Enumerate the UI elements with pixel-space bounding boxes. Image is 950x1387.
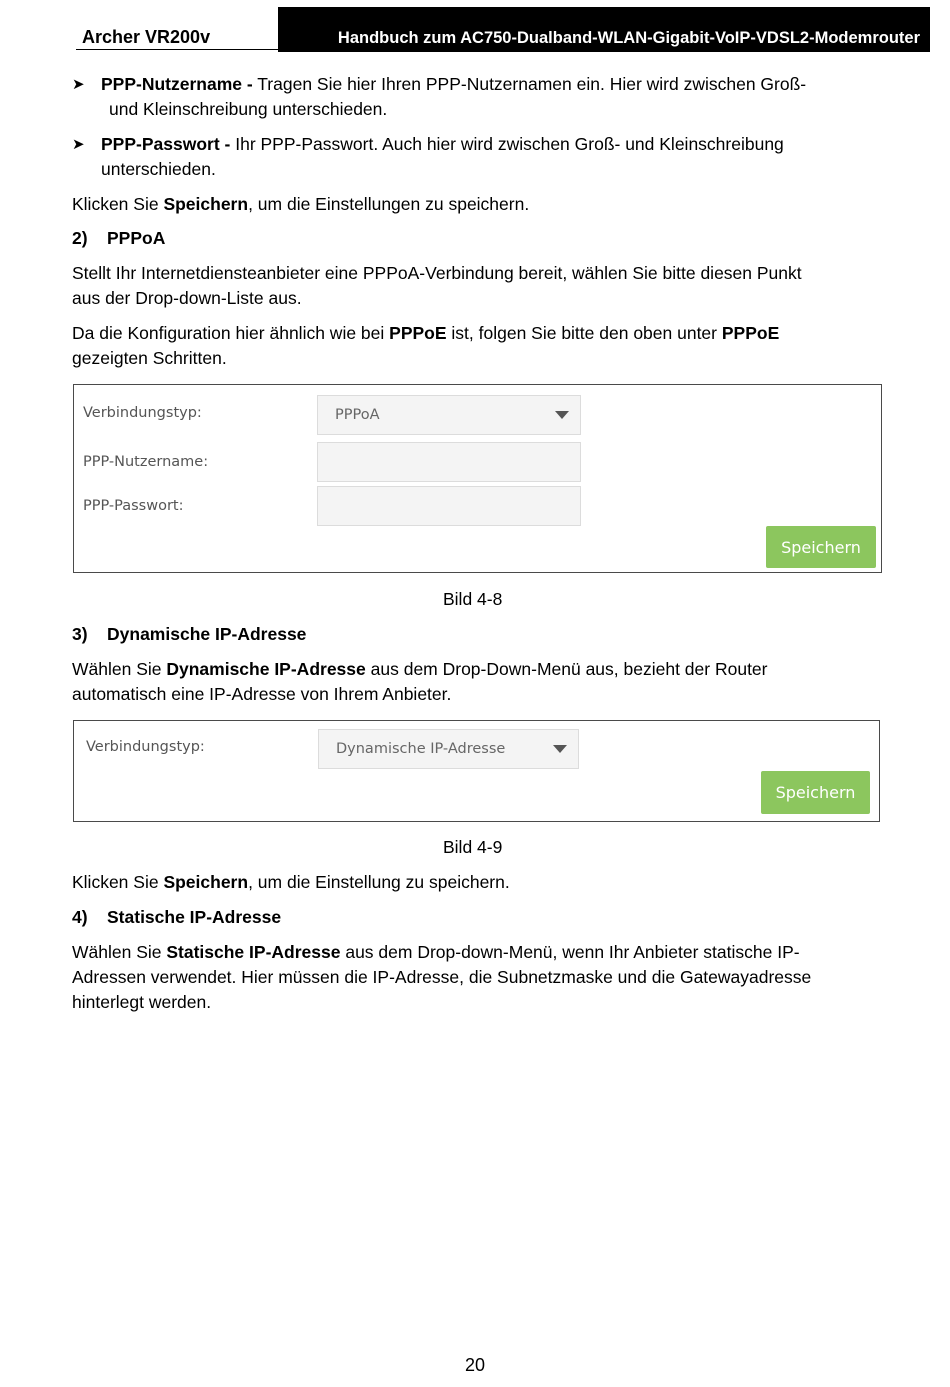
paragraph: Adressen verwendet. Hier müssen die IP-Adresse, die Subnetzmaske und die Gatewayadresse (72, 967, 812, 987)
bullet-text-continued: unterschieden. (101, 159, 216, 179)
text-bold: Statische IP-Adresse (166, 942, 341, 962)
text-bold: Speichern (163, 194, 249, 214)
section-heading-static-ip: 4) Statische IP-Adresse (72, 907, 282, 927)
label-connection-type: Verbindungstyp: (86, 739, 205, 755)
connection-type-select[interactable] (318, 729, 579, 769)
ppp-password-input[interactable] (317, 486, 581, 526)
paragraph: hinterlegt werden. (72, 992, 212, 1012)
text-bold: Speichern (163, 872, 249, 892)
figure-caption: Bild 4-9 (443, 837, 503, 857)
figure-caption: Bild 4-8 (443, 589, 503, 609)
ppp-username-input[interactable] (317, 442, 581, 482)
bullet-term: PPP-Nutzername - (101, 74, 253, 94)
paragraph: automatisch eine IP-Adresse von Ihrem Anbieter. (72, 684, 452, 704)
text-bold: Dynamische IP-Adresse (166, 659, 366, 679)
select-value: Dynamische IP-Adresse (336, 741, 506, 757)
paragraph (72, 940, 800, 965)
bullet-ppp-password (101, 132, 784, 157)
instruction-save-2 (72, 870, 510, 895)
bullet-arrow-icon: ➤ (72, 76, 85, 93)
pppoa-settings-panel (73, 384, 882, 573)
dynamic-ip-settings-panel (73, 720, 880, 822)
text-bold: PPPoE (721, 323, 780, 343)
save-button[interactable]: Speichern (766, 526, 876, 568)
select-value: PPPoA (335, 407, 380, 423)
label-connection-type: Verbindungstyp: (83, 405, 202, 421)
bullet-term: PPP-Passwort - (101, 134, 231, 154)
connection-type-select[interactable] (317, 395, 581, 435)
text: Da die Konfiguration hier ähnlich wie bei (72, 323, 390, 343)
bullet-text: Ihr PPP-Passwort. Auch hier wird zwischen Groß- und Kleinschreibung (230, 134, 784, 154)
text-bold: PPPoE (389, 323, 447, 343)
dropdown-caret-icon (553, 745, 567, 753)
text: , um die Einstellung zu speichern. (248, 872, 510, 892)
paragraph: Stellt Ihr Internetdiensteanbieter eine PPPoA-Verbindung bereit, wählen Sie bitte diesen Punkt (72, 263, 802, 283)
section-heading-dynamic-ip: 3) Dynamische IP-Adresse (72, 624, 307, 644)
section-heading-pppoa: 2) PPPoA (72, 228, 166, 248)
bullet-text-continued: und Kleinschreibung unterschieden. (109, 99, 388, 119)
label-ppp-username: PPP-Nutzername: (83, 454, 209, 470)
bullet-arrow-icon: ➤ (72, 136, 85, 153)
text: aus dem Drop-Down-Menü aus, bezieht der Router (365, 659, 768, 679)
header-divider (76, 49, 278, 50)
label-ppp-password: PPP-Passwort: (83, 498, 184, 514)
text: aus dem Drop-down-Menü, wenn Ihr Anbieter statische IP- (340, 942, 800, 962)
paragraph (72, 657, 768, 682)
text: Wählen Sie (72, 659, 167, 679)
paragraph: aus der Drop-down-Liste aus. (72, 288, 302, 308)
page-number: 20 (464, 1355, 486, 1375)
bullet-ppp-username (101, 72, 806, 97)
text: ist, folgen Sie bitte den oben unter (446, 323, 722, 343)
text: Klicken Sie (72, 194, 164, 214)
paragraph (72, 321, 779, 346)
text: Wählen Sie (72, 942, 167, 962)
header-manual-title: Handbuch zum AC750-Dualband-WLAN-Gigabit-VoIP-VDSL2-Modemrouter (278, 7, 930, 52)
header-model: Archer VR200v (82, 27, 211, 47)
bullet-text: Tragen Sie hier Ihren PPP-Nutzernamen ein. Hier wird zwischen Groß- (252, 74, 807, 94)
instruction-save-1 (72, 192, 529, 217)
text: Klicken Sie (72, 872, 164, 892)
paragraph: gezeigten Schritten. (72, 348, 227, 368)
save-button[interactable]: Speichern (761, 771, 870, 814)
dropdown-caret-icon (555, 411, 569, 419)
text: , um die Einstellungen zu speichern. (248, 194, 530, 214)
